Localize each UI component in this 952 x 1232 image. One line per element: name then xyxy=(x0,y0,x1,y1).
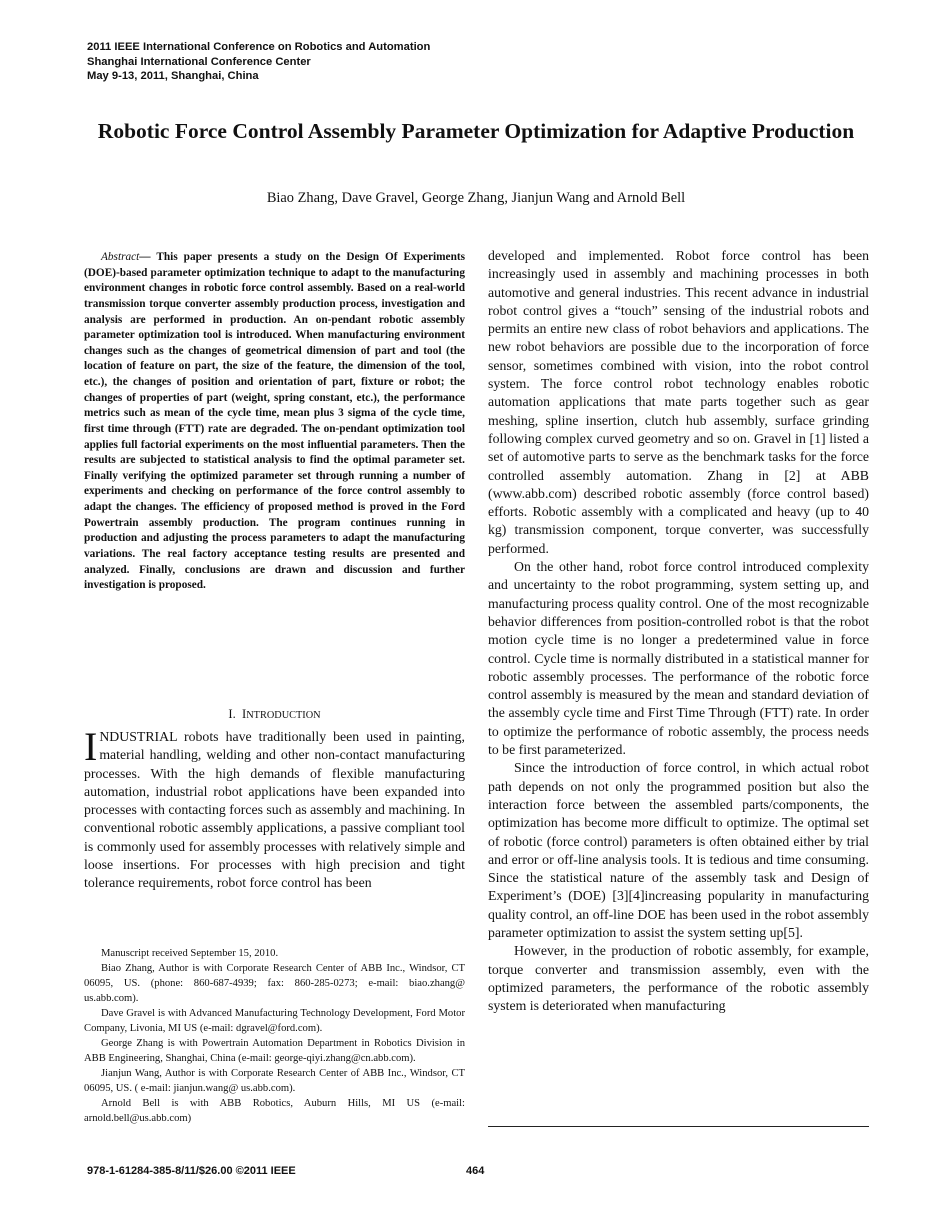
footnotes xyxy=(84,946,465,1126)
section-numeral: I. xyxy=(228,707,236,721)
section-heading-introduction xyxy=(84,705,465,725)
abstract-text: This paper presents a study on the Design Of Experiments (DOE)-based parameter optimization technique to adapt to the manufacturing environment changes in robotic force control assembly. Based on a real-world transmission torque converter assembly production process, investigation and analysis are performed in production. An on-pendant robotic assembly parameter optimization tool is introduced. When manufacturing environment changes such as the changes of geometrical dimension of part and tool (the location of feature on part, the size of the feature, the dimension of the tool, etc.), the changes of position and orientation of part, fixture or robot; the changes of properties of part (weight, spring constant, etc.), the performance metrics such as mean of the cycle time, mean plus 3 sigma of the cycle time, first time through (FTT) rate are degraded. The on-pendant optimization tool applies full factorial experiments on the most influential parameters. Then the results are subjected to statistical analysis to find the optimal parameter set. Finally verifying the optimized parameter set through running a number of experiments and checking on performance of the force control assembly to adapt the changes. The efficiency of proposed method is proved in the Ford Powertrain assembly production. The program continues running in production and adjusting the process parameters to adapt the manufacturing variations. The real factory acceptance testing results are presented and analyzed. Finally, conclusions are drawn and discussion and further investigation is proposed. xyxy=(84,251,466,592)
page-number: 464 xyxy=(466,1165,485,1177)
introduction-paragraph xyxy=(84,724,465,893)
footnote-author: Biao Zhang, Author is with Corporate Research Center of ABB Inc., Windsor, CT 06095, US. (phone: 860-687-4939; fax: 860-285-0273; e-mail: biao.zhang@ us.abb.com). xyxy=(84,963,465,1004)
body-paragraph: On the other hand, robot force control introduced complexity and uncertainty to the robot programming, system setting up, and manufacturing process quality control. One of the most recognizable behavior differences from position-controlled robot is that the robot motion cycle time is no longer a predetermined value in force control. Cycle time is normally distributed in a statistical manner for robotic assembly processes. The performance of the robotic force control assembly is measured by the mean and standard deviation of the assembly cycle time and First Time Through (FTT) rate. In order to optimize the performance of robotic assembly, the process needs to be first parameterized. xyxy=(488,559,869,758)
body-paragraph: developed and implemented. Robot force control has been increasingly used in assembly and machining processes in both automotive and general industries. This recent advance in industrial robot control gives a “touch” sensing of the industrial robots and permits an entire new class of robot behaviors and applications. The new robot behaviors are possible due to the incorporation of force sensor, sometimes combined with vision, into the robot control system. The force control robot technology enables robotic automation applications that mate parts together such as gear meshing, spline insertion, clutch hub assembly, surface grinding following complex curved geometry and so on. Gravel in [1] listed a set of automotive parts to serve as the benchmark tasks for the force controlled assembly automation. Zhang in [2] at ABB (www.abb.com) described robotic assembly (force control based) efforts. Robotic assembly with a complicated and heavy (up to 40 kg) transmission component, torque converter, was successfully performed. xyxy=(488,248,869,556)
conference-header xyxy=(87,40,430,84)
conference-venue: Shanghai International Conference Center xyxy=(87,55,311,68)
column-end-rule xyxy=(488,1126,869,1127)
introduction-text: NDUSTRIAL robots have traditionally been used in painting, material handling, welding and other non-contact manufacturing processes. With the high demands of flexible manufacturing automation, industrial robot applications have been expanded into processes with contacting forces such as assembly and machining. In conventional robotic assembly applications, a passive compliant tool is commonly used for assembly processes with relatively simple and loose insertions. For processes with high precision and tight tolerance requirements, robot force control has been xyxy=(84,729,465,891)
copyright-line: 978-1-61284-385-8/11/$26.00 ©2011 IEEE xyxy=(87,1165,296,1177)
abstract xyxy=(84,250,465,594)
footnote-author: Dave Gravel is with Advanced Manufacturing Technology Development, Ford Motor Company, Livonia, MI US (e-mail: dgravel@ford.com). xyxy=(84,1008,465,1034)
footnote-author: George Zhang is with Powertrain Automation Department in Robotics Division in ABB Engineering, Shanghai, China (e-mail: george-qiyi.zhang@cn.abb.com). xyxy=(84,1038,465,1064)
body-paragraph: However, in the production of robotic assembly, for example, torque converter and transmission assembly, even with the optimized parameters, the performance of the robotic assembly system is deteriorated when manufacturing xyxy=(488,943,869,1014)
footnote-author: Arnold Bell is with ABB Robotics, Auburn Hills, MI US (e-mail: arnold.bell@us.abb.com) xyxy=(84,1098,465,1124)
section-heading-rest: NTRODUCTION xyxy=(246,710,321,721)
footnote-received: Manuscript received September 15, 2010. xyxy=(101,948,279,959)
footnote-author: Jianjun Wang, Author is with Corporate Research Center of ABB Inc., Windsor, CT 06095, US. ( e-mail: jianjun.wang@ us.abb.com). xyxy=(84,1068,465,1094)
abstract-label: Abstract xyxy=(101,251,140,263)
author-list: Biao Zhang, Dave Gravel, George Zhang, Jianjun Wang and Arnold Bell xyxy=(266,190,686,206)
conference-name: 2011 IEEE International Conference on Robotics and Automation xyxy=(87,41,431,53)
body-paragraph: Since the introduction of force control, in which actual robot path depends on not only the programmed position but also the interaction force between the assembled parts/components, the optimization has become more difficult to optimize. The optimal set of robotic (force control) parameters is often obtained either by trial and error or off-line analysis tools. It is tedious and time consuming. Since the statistical nature of the assembly task and Design of Experiment’s (DOE) [3][4]increasing popularity in manufacturing quality control, an off-line DOE has been used in the robot assembly parameter optimization to assist the system setting up[5]. xyxy=(488,760,869,940)
conference-dates: May 9-13, 2011, Shanghai, China xyxy=(87,70,259,83)
abstract-dash: — xyxy=(139,251,157,263)
paper-title: Robotic Force Control Assembly Parameter Optimization for Adaptive Production xyxy=(97,119,855,143)
drop-cap: I xyxy=(84,724,98,769)
section-heading-initial: I xyxy=(242,707,247,721)
right-column xyxy=(488,247,869,1015)
